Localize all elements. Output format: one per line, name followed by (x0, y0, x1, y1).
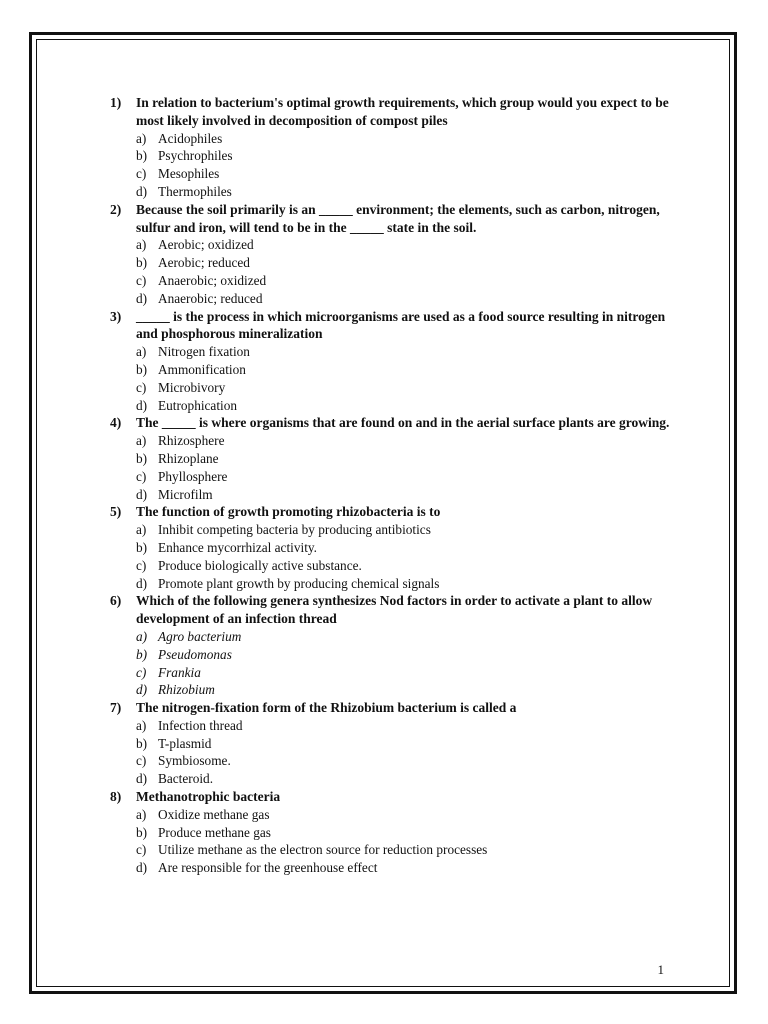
option-letter: a) (136, 717, 147, 733)
option-text: Eutrophication (158, 397, 238, 413)
option-letter: d) (136, 771, 148, 787)
option-letter: a) (136, 344, 147, 360)
option-text: Promote plant growth by producing chemical signals (158, 575, 440, 591)
option-text: Thermophiles (158, 183, 232, 199)
option-text: T-plasmid (158, 735, 212, 751)
option (136, 859, 670, 877)
option-text: Ammonification (158, 361, 246, 377)
question-number: 6) (110, 593, 122, 609)
question-text: In relation to bacterium's optimal growth requirements, which group would you expect to be most likely involved in decomposition of compost piles (136, 95, 669, 128)
option-letter: b) (136, 735, 148, 751)
option-text: Bacteroid. (158, 771, 214, 787)
question-text: Which of the following genera synthesizes Nod factors in order to activate a plant to allow development of an infection thread (136, 593, 653, 627)
option-text: Nitrogen fixation (158, 344, 250, 360)
option-text: Psychrophiles (158, 148, 233, 164)
option (136, 254, 670, 272)
option-letter: d) (136, 486, 148, 502)
option (136, 486, 670, 504)
option-letter: c) (136, 753, 147, 769)
option-text: Rhizosphere (158, 433, 225, 449)
option (136, 575, 670, 593)
option (136, 147, 670, 165)
option (136, 450, 670, 468)
option-letter: b) (136, 646, 148, 662)
option (136, 770, 670, 788)
option-text: Aerobic; oxidized (158, 237, 254, 253)
question-text: Methanotrophic bacteria (136, 789, 281, 805)
option-letter: c) (136, 272, 147, 288)
option (136, 681, 670, 699)
option-letter: d) (136, 290, 148, 306)
option-text: Aerobic; reduced (158, 255, 250, 271)
option-text: Frankia (158, 664, 201, 680)
option-letter: a) (136, 130, 147, 146)
option-letter: a) (136, 522, 147, 538)
option-letter: c) (136, 166, 147, 182)
option-text: Oxidize methane gas (158, 806, 270, 822)
option-letter: b) (136, 824, 148, 840)
question-number: 1) (110, 95, 122, 110)
option-letter: d) (136, 183, 148, 199)
option (136, 379, 670, 397)
option-letter: b) (136, 361, 148, 377)
option-text: Are responsible for the greenhouse effect (158, 860, 378, 876)
option-letter: c) (136, 842, 147, 858)
option (136, 557, 670, 575)
question-number: 3) (110, 308, 122, 324)
question-text: The _____ is where organisms that are found on and in the aerial surface plants are growing. (136, 415, 670, 431)
option-text: Inhibit competing bacteria by producing antibiotics (158, 522, 431, 538)
option-text: Anaerobic; reduced (158, 290, 263, 306)
option (136, 272, 670, 290)
option (136, 165, 670, 183)
question-text: The function of growth promoting rhizobacteria is to (136, 504, 441, 520)
option (136, 236, 670, 254)
option (136, 183, 670, 201)
question-number: 4) (110, 415, 122, 431)
option-letter: c) (136, 379, 147, 395)
option-letter: b) (136, 148, 148, 164)
question-4 (110, 414, 670, 503)
option-text: Rhizobium (158, 682, 215, 698)
option-letter: b) (136, 539, 148, 555)
question-list (110, 94, 670, 877)
option-text: Rhizoplane (158, 450, 219, 466)
option-text: Utilize methane as the electron source for reduction processes (158, 842, 488, 858)
option (136, 628, 670, 646)
question-number: 5) (110, 504, 122, 520)
option-text: Microbivory (158, 379, 226, 395)
option-letter: d) (136, 682, 148, 698)
option (136, 521, 670, 539)
option-text: Acidophiles (158, 130, 223, 146)
option (136, 752, 670, 770)
question-5 (110, 503, 670, 592)
option-text: Microfilm (158, 486, 213, 502)
question-2 (110, 201, 670, 308)
option-text: Mesophiles (158, 166, 220, 182)
question-text: The nitrogen-fixation form of the Rhizobium bacterium is called a (136, 700, 517, 716)
option-letter: d) (136, 575, 148, 591)
option (136, 397, 670, 415)
option (136, 717, 670, 735)
option-letter: c) (136, 557, 147, 573)
option-text: Symbiosome. (158, 753, 231, 769)
option (136, 432, 670, 450)
question-number: 8) (110, 789, 122, 805)
option-letter: b) (136, 255, 148, 271)
option-text: Produce biologically active substance. (158, 557, 362, 573)
option-letter: d) (136, 860, 148, 876)
question-number: 2) (110, 201, 122, 217)
question-number: 7) (110, 700, 122, 716)
option-letter: a) (136, 433, 147, 449)
question-text: Because the soil primarily is an _____ environment; the elements, such as carbon, nitrogen, sulfur and iron, will tend to be in the _____ state in the soil. (136, 201, 660, 235)
question-1 (110, 94, 670, 201)
option (136, 468, 670, 486)
option (136, 735, 670, 753)
option (136, 290, 670, 308)
option (136, 841, 670, 859)
option-text: Enhance mycorrhizal activity. (158, 539, 317, 555)
option (136, 664, 670, 682)
option (136, 343, 670, 361)
option-text: Produce methane gas (158, 824, 271, 840)
option-text: Phyllosphere (158, 468, 228, 484)
option-letter: c) (136, 664, 147, 680)
option-text: Agro bacterium (158, 628, 242, 644)
question-text: _____ is the process in which microorganisms are used as a food source resulting in nitrogen and phosphorous mineralization (136, 308, 666, 342)
option (136, 361, 670, 379)
option-letter: a) (136, 628, 148, 644)
option (136, 824, 670, 842)
question-6 (110, 592, 670, 699)
question-7 (110, 699, 670, 788)
option-text: Pseudomonas (158, 646, 232, 662)
option-letter: d) (136, 397, 148, 413)
option-letter: a) (136, 806, 147, 822)
option-text: Anaerobic; oxidized (158, 272, 267, 288)
option (136, 130, 670, 148)
option-letter: a) (136, 237, 147, 253)
page-number: 1 (657, 962, 664, 977)
question-3 (110, 308, 670, 415)
option-letter: c) (136, 468, 147, 484)
question-8 (110, 788, 670, 877)
option-text: Infection thread (158, 717, 243, 733)
option (136, 806, 670, 824)
option (136, 646, 670, 664)
option (136, 539, 670, 557)
option-letter: b) (136, 450, 148, 466)
